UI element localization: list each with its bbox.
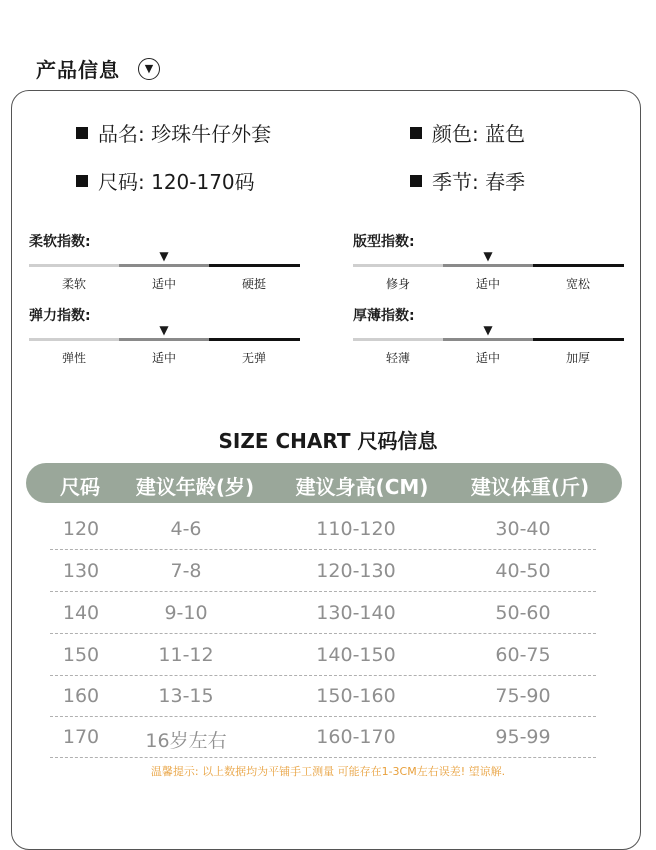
product-size <box>76 166 255 195</box>
table-row <box>50 675 596 717</box>
table-cell: 150 <box>62 644 100 666</box>
scale-option: 无弹 <box>241 351 266 365</box>
bullet-icon <box>410 175 422 187</box>
table-cell: 120-130 <box>316 560 396 582</box>
table-cell: 75-90 <box>495 685 551 707</box>
header-cell: 建议身高(CM) <box>295 475 429 499</box>
table-row <box>50 550 596 592</box>
table-cell: 160 <box>62 685 100 707</box>
scale-segment <box>209 338 300 341</box>
table-cell: 130 <box>62 560 100 582</box>
product-name-text: 品名: 珍珠牛仔外套 <box>98 122 272 146</box>
marker-icon: ▼ <box>483 249 493 263</box>
table-cell: 50-60 <box>495 602 551 624</box>
scale-segment <box>443 264 533 267</box>
scale-option: 柔软 <box>61 277 86 291</box>
marker-icon: ▼ <box>159 323 169 337</box>
scale-segment <box>353 264 443 267</box>
table-cell: 170 <box>62 726 100 748</box>
scale-segment <box>119 338 209 341</box>
section-header <box>36 54 160 83</box>
table-cell: 120 <box>62 518 100 540</box>
scale-option: 弹性 <box>61 351 86 365</box>
elasticity-scale <box>29 323 300 363</box>
thickness-label: 厚薄指数: <box>353 308 415 324</box>
product-name <box>76 118 271 147</box>
scale-segment <box>533 264 624 267</box>
table-row <box>50 592 596 634</box>
softness-scale <box>29 249 300 289</box>
table-cell: 160-170 <box>316 726 396 748</box>
table-cell: 150-160 <box>316 685 396 707</box>
table-cell: 130-140 <box>316 602 396 624</box>
header-cell: 建议体重(斤) <box>470 475 590 499</box>
header-cell: 尺码 <box>60 475 100 499</box>
table-cell: 30-40 <box>495 518 551 540</box>
table-cell: 140 <box>62 602 100 624</box>
scale-segment <box>443 338 533 341</box>
table-cell: 16岁左右 <box>145 730 227 752</box>
scale-segment <box>119 264 209 267</box>
bullet-icon <box>76 175 88 187</box>
scale-segment <box>353 338 443 341</box>
scale-option: 适中 <box>151 351 176 365</box>
marker-icon: ▼ <box>483 323 493 337</box>
scale-option: 硬挺 <box>241 277 266 291</box>
fit-scale <box>353 249 624 289</box>
table-cell: 140-150 <box>316 644 396 666</box>
scale-option: 适中 <box>475 277 500 291</box>
table-cell: 40-50 <box>495 560 551 582</box>
table-cell: 7-8 <box>170 560 202 582</box>
elasticity-label: 弹力指数: <box>29 308 91 324</box>
bullet-icon <box>76 127 88 139</box>
scale-option: 修身 <box>385 277 410 291</box>
size-table-header <box>26 463 622 503</box>
scale-option: 加厚 <box>565 351 590 365</box>
product-season <box>410 166 525 195</box>
chevron-down-icon[interactable]: ▼ <box>138 58 160 80</box>
softness-label: 柔软指数: <box>29 234 91 250</box>
product-color-text: 颜色: 蓝色 <box>432 122 526 146</box>
measurement-note: 温馨提示: 以上数据均为平铺手工测量 可能存在1-3CM左右误差! 望谅解. <box>150 765 506 778</box>
scale-segment <box>29 338 119 341</box>
table-cell: 60-75 <box>495 644 551 666</box>
table-row <box>50 634 596 676</box>
table-cell: 13-15 <box>158 685 214 707</box>
scale-option: 轻薄 <box>385 351 410 365</box>
table-row <box>50 508 596 550</box>
section-title: 产品信息 <box>36 58 120 82</box>
scale-segment <box>533 338 624 341</box>
marker-icon: ▼ <box>159 249 169 263</box>
fit-label: 版型指数: <box>353 234 415 250</box>
scale-option: 适中 <box>475 351 500 365</box>
bullet-icon <box>410 127 422 139</box>
size-chart-title: SIZE CHART 尺码信息 <box>218 429 438 453</box>
table-row <box>50 716 596 758</box>
table-cell: 4-6 <box>170 518 202 540</box>
table-cell: 11-12 <box>158 644 214 666</box>
header-cell: 建议年龄(岁) <box>135 475 255 499</box>
thickness-scale <box>353 323 624 363</box>
scale-segment <box>209 264 300 267</box>
product-season-text: 季节: 春季 <box>432 170 526 194</box>
product-size-text: 尺码: 120-170码 <box>98 170 255 194</box>
product-color <box>410 118 525 147</box>
scale-option: 宽松 <box>565 277 590 291</box>
table-cell: 110-120 <box>316 518 396 540</box>
scale-option: 适中 <box>151 277 176 291</box>
table-cell: 9-10 <box>164 602 208 624</box>
table-cell: 95-99 <box>495 726 551 748</box>
scale-segment <box>29 264 119 267</box>
